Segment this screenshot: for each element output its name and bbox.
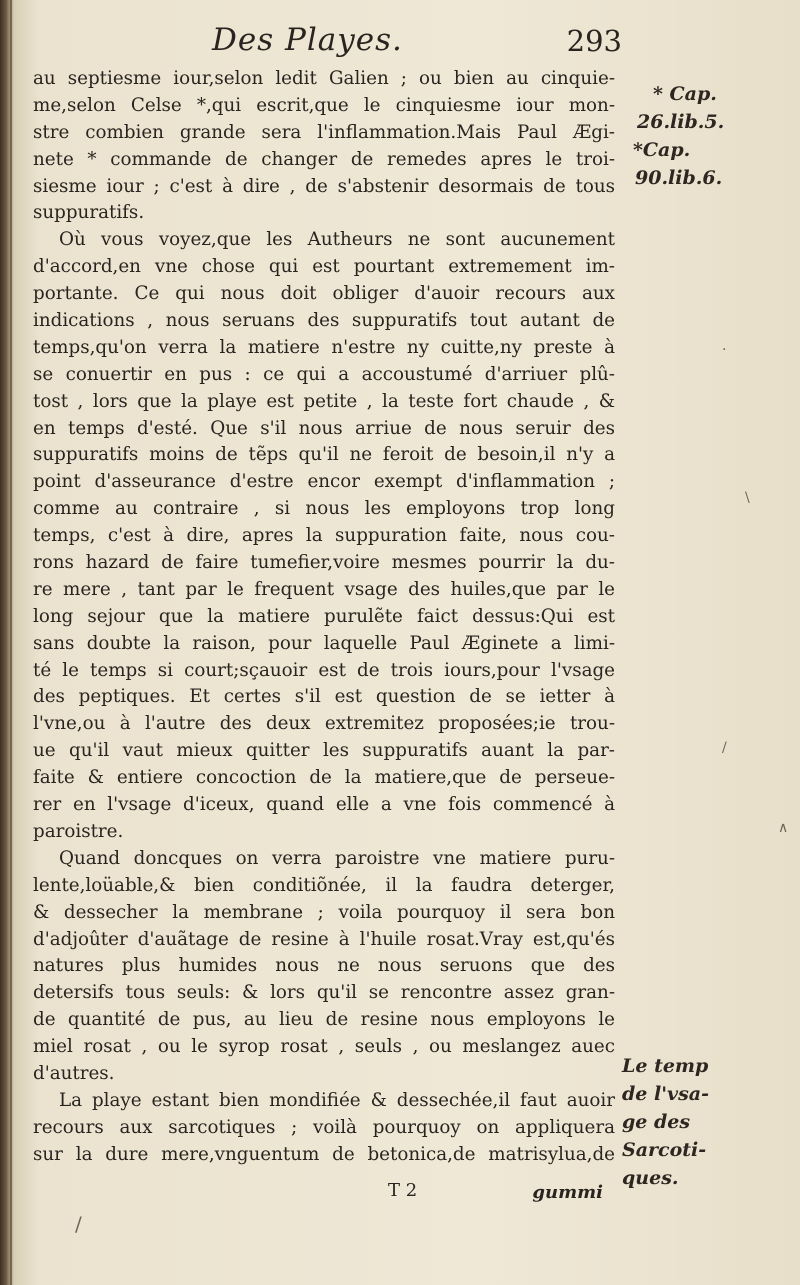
text-line: d'adjoûter d'auãtage de resine à l'huile rosat.Vray est,qu'és	[33, 928, 615, 950]
text-line: faite & entiere concoction de la matiere,que de perseue-	[33, 767, 615, 789]
text-line: tost , lors que la playe est petite , la teste fort chaude , &	[33, 390, 615, 412]
margin-note-line: Le temp	[622, 1055, 709, 1077]
text-line: suppuratifs.	[33, 202, 145, 224]
text-line: en temps d'esté. Que s'il nous arriue de nous seruir des	[33, 417, 615, 439]
body-text	[33, 66, 615, 1169]
text-line: rer en l'vsage d'iceux, quand elle a vne fois commencé à	[33, 794, 615, 816]
page-gutter	[10, 0, 12, 1285]
text-line: nete * commande de changer de remedes apres le troi-	[33, 148, 615, 170]
stray-mark: ·	[722, 342, 727, 358]
stray-mark: /	[75, 1212, 82, 1236]
signature-mark: T 2	[388, 1180, 418, 1201]
margin-note-line: ge des	[622, 1111, 691, 1133]
text-line: Où vous voyez,que les Autheurs ne sont aucunement	[59, 229, 615, 251]
text-line: lente,loüable,& bien conditiõnée, il la faudra deterger,	[33, 874, 615, 896]
margin-note-line: Sarcoti-	[622, 1139, 707, 1161]
text-line: suppuratifs moins de tẽps qu'il ne feroit de besoin,il n'y a	[33, 444, 615, 466]
margin-note-line: ques.	[622, 1167, 679, 1189]
text-line: me,selon Celse *,qui escrit,que le cinquiesme iour mon-	[33, 94, 615, 116]
stray-mark: /	[722, 740, 727, 756]
text-line: rons hazard de faire tumefier,voire mesmes pourrir la du-	[33, 552, 615, 574]
text-line: comme au contraire , si nous les employons trop long	[33, 498, 615, 520]
margin-note-line: de l'vsa-	[622, 1083, 709, 1105]
text-line: au septiesme iour,selon ledit Galien ; ou bien au cinquie-	[33, 68, 615, 89]
margin-note-line: *Cap.	[633, 139, 691, 161]
text-line: indications , nous seruans des suppuratifs tout autant de	[33, 310, 615, 332]
text-line: Quand doncques on verra paroistre vne matiere puru-	[59, 847, 615, 869]
catchword: gummi	[532, 1182, 603, 1203]
text-line: des peptiques. Et certes s'il est question de se ietter à	[33, 686, 615, 708]
text-line: sans doubte la raison, pour laquelle Paul Æginete a limi-	[33, 632, 615, 654]
text-line: La playe estant bien mondifiée & dessechée,il faut auoir	[59, 1089, 615, 1111]
stray-mark: ∧	[778, 820, 789, 836]
running-head: Des Playes.	[212, 22, 403, 58]
text-line: point d'asseurance d'estre encor exempt d'inflammation ;	[33, 471, 615, 493]
margin-note-sarcotiques	[622, 1052, 709, 1192]
text-line: té le temps si court;sçauoir est de trois iours,pour l'vsage	[33, 659, 615, 681]
page-header	[32, 22, 622, 66]
text-line: de quantité de pus, au lieu de resine nous employons le	[33, 1009, 615, 1031]
text-line: l'vne,ou à l'autre des deux extremitez proposées;ie trou-	[33, 713, 615, 735]
stray-mark: \	[745, 490, 750, 506]
text-line: natures plus humides nous ne nous seruons que des	[33, 955, 615, 977]
text-line: & dessecher la membrane ; voila pourquoy il sera bon	[33, 901, 615, 923]
margin-note-citations	[625, 80, 724, 192]
page-footer	[33, 1180, 615, 1206]
text-line: portante. Ce qui nous doit obliger d'auoir recours aux	[33, 283, 615, 305]
text-line: paroistre.	[33, 820, 124, 842]
text-line: sur la dure mere,vnguentum de betonica,de matrisylua,de	[33, 1143, 615, 1165]
margin-note-line: 26.lib.5.	[637, 111, 725, 133]
text-line: temps,qu'on verra la matiere n'estre ny cuitte,ny preste à	[33, 336, 615, 358]
text-line: detersifs tous seuls: & lors qu'il se rencontre assez gran-	[33, 982, 615, 1004]
text-line: d'accord,en vne chose qui est pourtant extremement im-	[33, 256, 615, 278]
text-line: recours aux sarcotiques ; voilà pourquoy on appliquera	[33, 1116, 615, 1138]
text-line: long sejour que la matiere purulẽte faict dessus:Qui est	[33, 605, 615, 627]
text-line: temps, c'est à dire, apres la suppuration faite, nous cou-	[33, 525, 615, 547]
page-number: 293	[566, 24, 622, 58]
text-line: ue qu'il vaut mieux quitter les suppuratifs auant la par-	[33, 740, 615, 762]
margin-note-line: * Cap.	[653, 83, 717, 105]
text-line: se conuertir en pus : ce qui a accoustumé d'arriuer plû-	[33, 363, 615, 385]
text-line: d'autres.	[33, 1062, 115, 1084]
text-line: re mere , tant par le frequent vsage des huiles,que par le	[33, 578, 615, 600]
text-line: siesme iour ; c'est à dire , de s'abstenir desormais de tous	[33, 175, 615, 197]
text-line: stre combien grande sera l'inflammation.Mais Paul Ægi-	[33, 121, 615, 143]
text-line: miel rosat , ou le syrop rosat , seuls , ou meslangez auec	[33, 1036, 615, 1058]
margin-note-line: 90.lib.6.	[635, 167, 723, 189]
